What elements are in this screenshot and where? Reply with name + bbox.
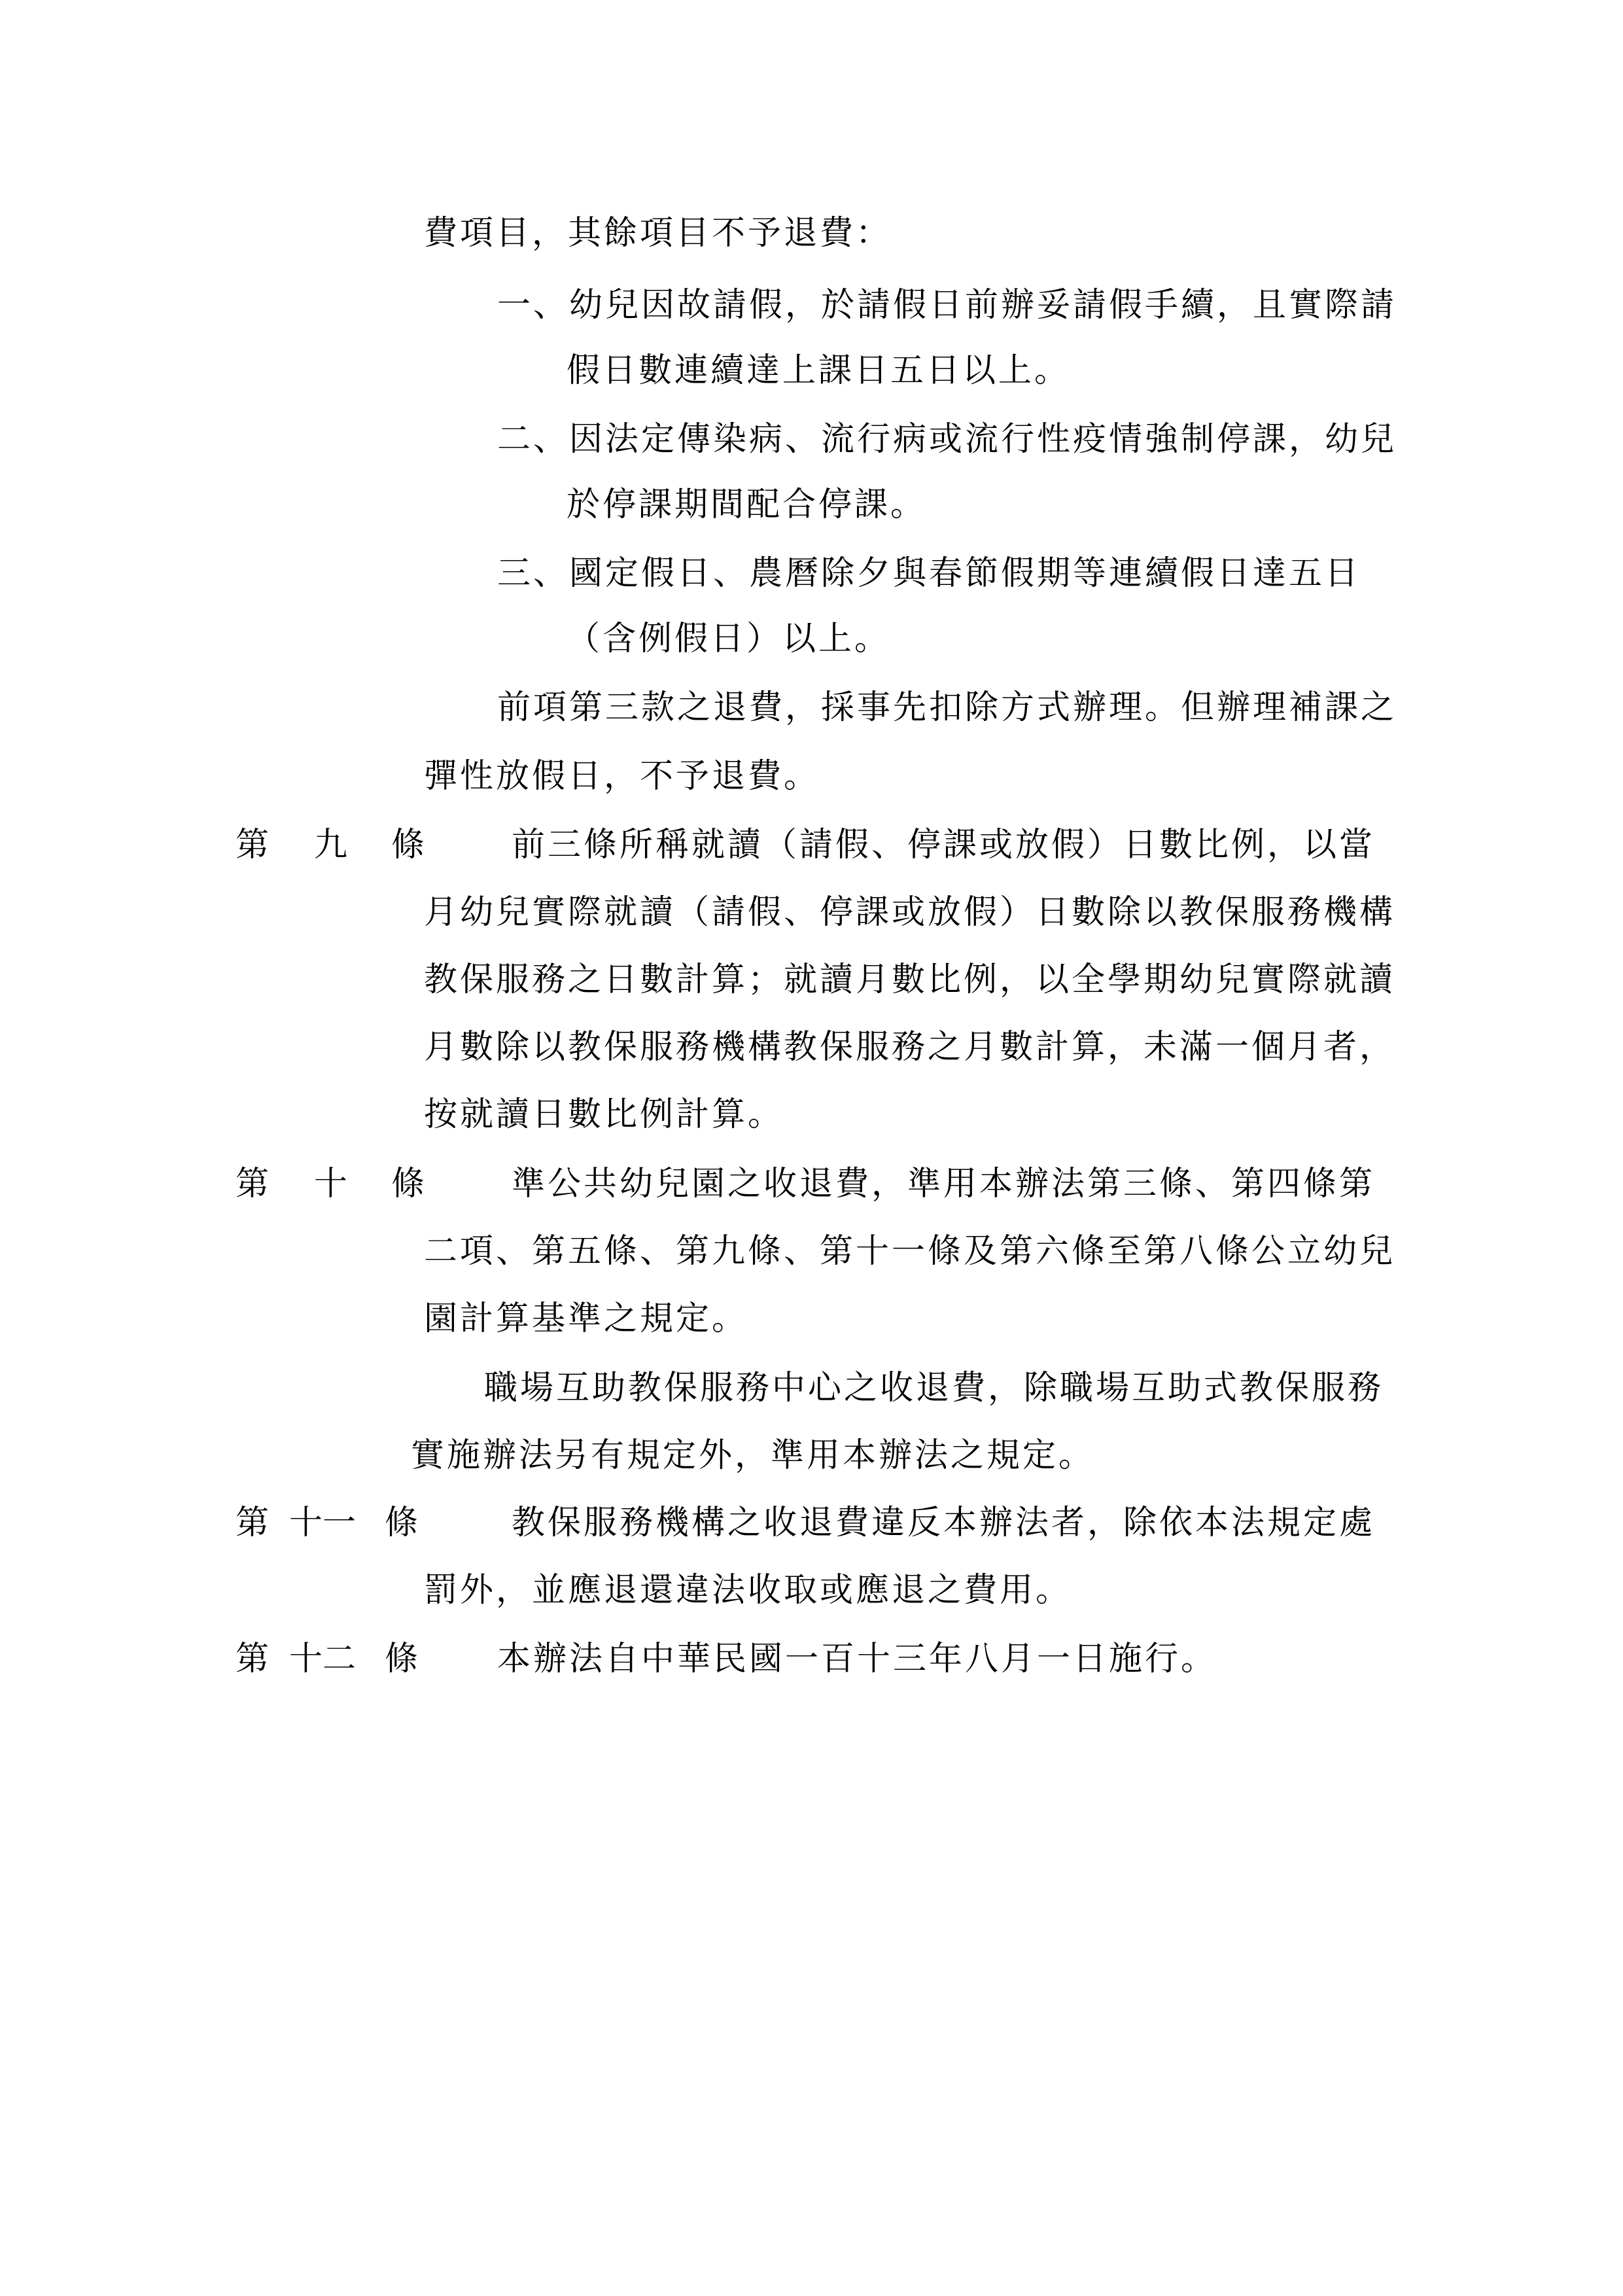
item-3-line-1: 三、國定假日、農曆除夕與春節假期等連續假日達五日 [497,554,1361,593]
article-10-line-3: 園計算基準之規定。 [424,1299,748,1338]
article-12-label [236,1640,432,1679]
article-10-line-2: 二項、第五條、第九條、第十一條及第六條至第八條公立幼兒 [424,1232,1396,1271]
article-11-char-2: 十一 [289,1504,357,1542]
article-9-char-2: 九 [314,826,348,864]
item-3-line-2: （含例假日）以上。 [567,620,891,658]
article-9-line-4: 月數除以教保服務機構教保服務之月數計算，未滿一個月者， [424,1028,1396,1067]
article-10-paragraph-2-line-2: 實施辦法另有規定外，準用本辦法之規定。 [411,1436,1095,1475]
article-10-line-1: 準公共幼兒園之收退費，準用本辦法第三條、第四條第 [512,1165,1376,1203]
article-11-line-1: 教保服務機構之收退費違反本辦法者，除依本法規定處 [512,1504,1376,1542]
article-11-char-1: 第 [236,1504,270,1542]
article-10-char-3: 條 [391,1165,425,1203]
article-11-char-3: 條 [385,1504,419,1542]
article-9-line-3: 教保服務之日數計算；就讀月數比例，以全學期幼兒實際就讀 [424,961,1396,999]
article-9-line-2: 月幼兒實際就讀（請假、停課或放假）日數除以教保服務機構 [424,893,1396,932]
article-10-paragraph-2-line-1: 職場互助教保服務中心之收退費，除職場互助式教保服務 [484,1369,1384,1407]
article-12-line-1: 本辦法自中華民國一百十三年八月一日施行。 [497,1640,1217,1678]
article-10-label [236,1165,432,1204]
article-12-char-1: 第 [236,1640,270,1678]
prev-paragraph-line-1: 費項目，其餘項目不予退費： [424,214,892,253]
article-10-char-1: 第 [236,1165,270,1203]
article-10-char-2: 十 [314,1165,348,1203]
refund-paragraph-line-1: 前項第三款之退費，採事先扣除方式辦理。但辦理補課之 [497,688,1397,727]
item-1-line-2: 假日數連續達上課日五日以上。 [567,351,1071,390]
item-1-line-1: 一、幼兒因故請假，於請假日前辦妥請假手續，且實際請 [497,286,1397,325]
article-11-label [236,1504,432,1543]
article-9-line-1: 前三條所稱就讀（請假、停課或放假）日數比例，以當 [512,826,1376,864]
item-2-line-1: 二、因法定傳染病、流行病或流行性疫情強制停課，幼兒 [497,420,1397,459]
article-9-label [236,826,432,865]
article-12-char-3: 條 [385,1640,419,1678]
article-9-line-5: 按就讀日數比例計算。 [424,1095,784,1134]
article-11-line-2: 罰外，並應退還違法收取或應退之費用。 [424,1571,1072,1610]
article-12-char-2: 十二 [289,1640,357,1678]
item-2-line-2: 於停課期間配合停課。 [567,486,927,524]
article-9-char-1: 第 [236,826,270,864]
refund-paragraph-line-2: 彈性放假日，不予退費。 [424,757,820,796]
article-9-char-3: 條 [391,826,425,864]
